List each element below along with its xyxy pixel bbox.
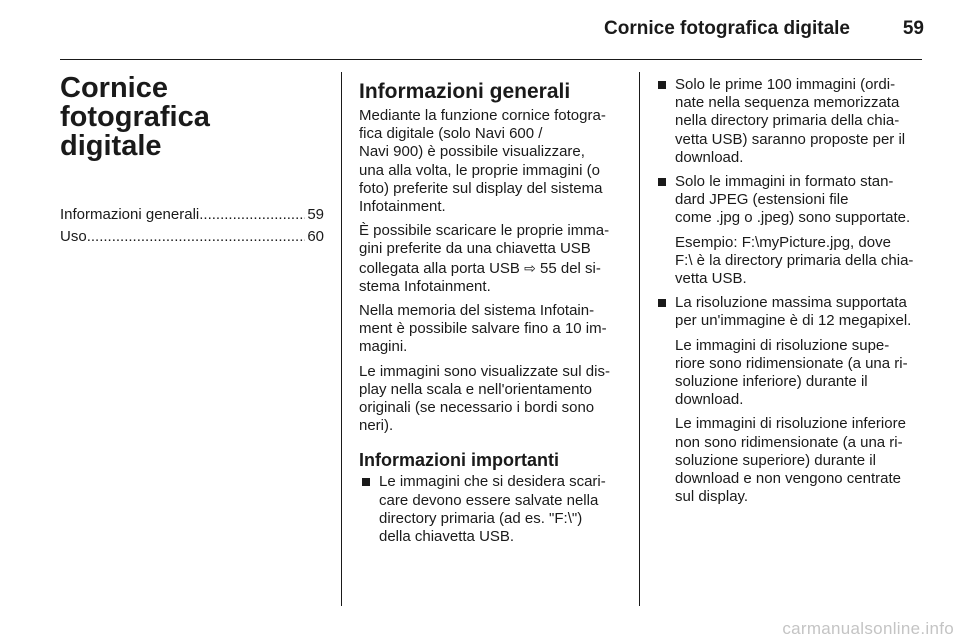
chapter-title: Cornice fotografica digitale (60, 72, 210, 162)
page-number: 59 (902, 18, 924, 39)
paragraph-memory: Nella memoria del sistema Infotain- ment è possibile salvare fino a 10 im- magini. (359, 302, 607, 356)
subsection-heading: Informazioni importanti (359, 450, 559, 471)
bullet-item: Solo le prime 100 immagini (ordi- nate nella sequenza memorizzata nella directory primaria della chia- vetta USB) saranno proposte per il download. (655, 76, 923, 167)
toc-item-informazioni-generali[interactable]: Informazioni generali ..... 59 (60, 204, 324, 226)
bullet-item: Solo le immagini in formato stan- dard JPEG (estensioni file come .jpg o .jpeg) sono supportate. (655, 173, 923, 228)
bullet-item: Le immagini che si desidera scari- care devono essere salvate nella directory primaria (ad es. "F:\") della chiavetta USB. (359, 473, 625, 546)
header-rule (60, 59, 922, 60)
table-of-contents (60, 204, 324, 248)
bullet-continuation: Le immagini di risoluzione supe- riore sono ridimensionate (a una ri- soluzione inferiore) durante il download. (675, 336, 908, 409)
toc-item-uso[interactable]: Uso ..... 60 (60, 226, 324, 248)
column-requirements (655, 74, 923, 512)
column-divider-left (341, 72, 342, 606)
toc-leader-dots (199, 204, 305, 226)
paragraph-download: È possibile scaricare le proprie imma- gini preferite da una chiavetta USB collegata alla porta USB ⇨ 55 del si- stema Infotainment. (359, 222, 610, 295)
toc-leader-dots (87, 226, 306, 248)
bullet-continuation: Esempio: F:\myPicture.jpg, dove F:\ è la directory primaria della chia- vetta USB. (675, 233, 914, 288)
bullet-continuation: Le immagini di risoluzione inferiore non sono ridimensionate (a una ri- soluzione superiore) durante il download e non vengono centrate sul display. (675, 415, 906, 506)
column-divider-right (639, 72, 640, 606)
running-header-title: Cornice fotografica digitale (604, 18, 850, 39)
column-chapter (60, 74, 324, 248)
bullet-item: La risoluzione massima supportata per un'immagine è di 12 megapixel. (655, 294, 923, 330)
watermark: carmanualsonline.info (782, 619, 954, 638)
reference-arrow-icon[interactable]: ⇨ (524, 259, 536, 276)
paragraph-intro: Mediante la funzione cornice fotogra- fica digitale (solo Navi 600 / Navi 900) è possibile visualizzare, una alla volta, le proprie immagini (o foto) preferite sul display del sistema Infotainment. (359, 107, 606, 216)
section-heading: Informazioni generali (359, 80, 571, 103)
paragraph-display: Le immagini sono visualizzate sul dis- play nella scala e nell'orientamento originali (se necessario i bordi sono neri). (359, 362, 610, 435)
column-general-info (359, 74, 625, 552)
